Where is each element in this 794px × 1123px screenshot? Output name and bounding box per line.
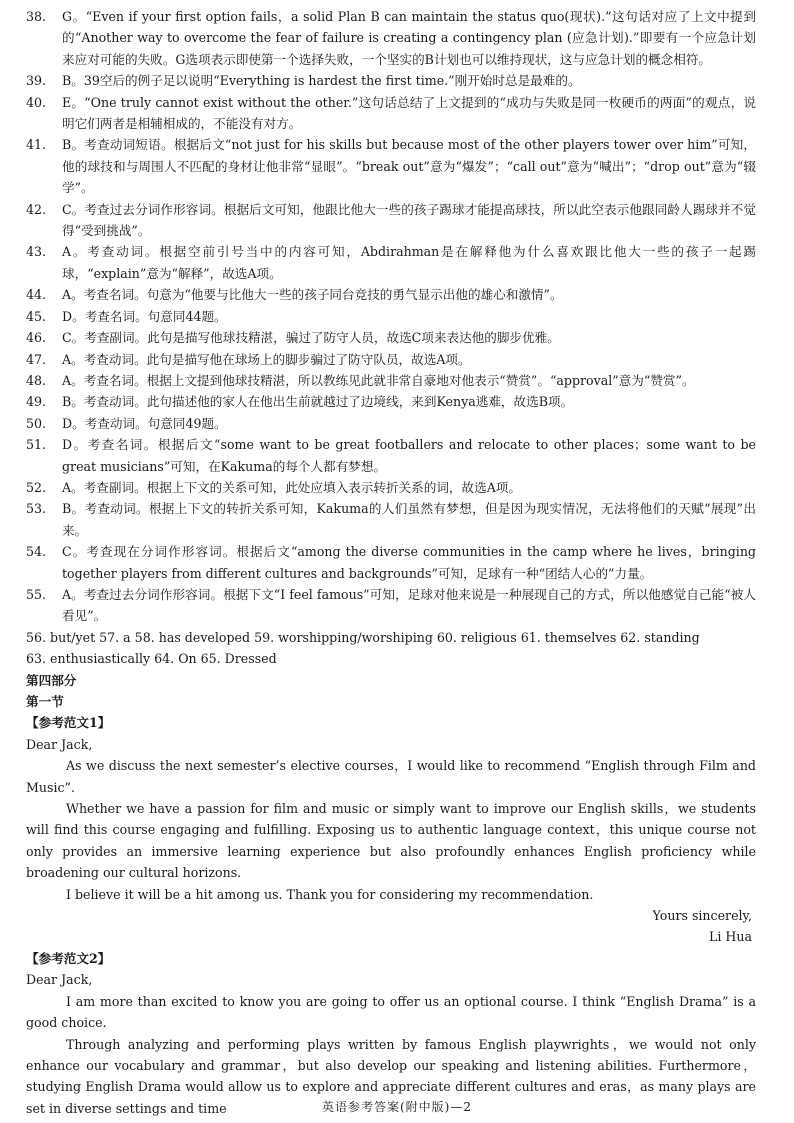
answer-text: A。考查动词。此句是描写他在球场上的脚步骗过了防守队员，故选A项。 [62, 351, 471, 367]
answer-item [26, 370, 756, 391]
answer-text: D。考查名词。句意同44题。 [62, 308, 227, 324]
answer-number: 44. [26, 287, 47, 303]
answer-number: 43. [26, 244, 47, 260]
answer-number: 52. [26, 479, 47, 495]
answer-item [26, 477, 756, 498]
answer-item [26, 434, 756, 477]
answer-page [26, 6, 756, 1119]
answer-number: 48. [26, 372, 47, 388]
page-footer: 英语参考答案(附中版)—2 [322, 1100, 472, 1114]
answer-list [26, 6, 756, 627]
answer-item [26, 199, 756, 242]
answer-number: 45. [26, 308, 47, 324]
answer-text: C。考查现在分词作形容词。根据后文“among the diverse communities in the camp where he lives，bringing together players from different cultures and backgrounds”可知，足球有一种“团结人心的”力量。 [62, 544, 756, 581]
answer-number: 40. [26, 94, 47, 110]
answer-text: G。“Even if your first option fails，a solid Plan B can maintain the status quo(现状).”这句话对应了上文中提到的“Another way to overcome the fear of failure is creating a contingency plan (应急计划).”即要有一个应急计划来应对可能的失败。G选项表示即使第一个选择失败，一个坚实的B计划也可以维持现状，这与应急计划的概念相符。 [62, 9, 756, 67]
answer-text: C。考查副词。此句是描写他球技精湛，骗过了防守人员，故选C项来表达他的脚步优雅。 [62, 330, 560, 346]
sample1-closing: Yours sincerely, [652, 908, 752, 924]
answer-number: 47. [26, 351, 47, 367]
answer-number: 42. [26, 201, 47, 217]
answer-number: 55. [26, 586, 47, 602]
answer-item [26, 70, 756, 91]
answer-text: B。考查动词短语。根据后文“not just for his skills but because most of the other players tower over him”可知，他的球技和与周围人不匹配的身材让他非常“显眼”。“break out”意为“爆发”；“call out”意为“喊出”；“drop out”意为“辍学”。 [62, 137, 756, 196]
answer-text: A。考查动词。根据空前引号当中的内容可知，Abdirahman是在解释他为什么喜欢跟比他大一些的孩子一起踢球，“explain”意为“解释”，故选A项。 [62, 244, 756, 281]
answer-item [26, 498, 756, 541]
answer-item [26, 391, 756, 412]
answer-text: D。考查名词。根据后文“some want to be great footballers and relocate to other places；some want to be great musicians”可知，在Kakuma的每个人都有梦想。 [62, 437, 756, 474]
answer-number: 54. [26, 544, 47, 560]
answer-text: B。39空后的例子足以说明“Everything is hardest the first time.”刚开始时总是最难的。 [62, 73, 581, 89]
answer-item [26, 6, 756, 70]
grammar-answers-line-1: 56. but/yet 57. a 58. has developed 59. worshipping/worshiping 60. religious 61. themselves 62. standing [26, 629, 700, 645]
sample2-paragraph-2: Through analyzing and performing plays written by famous English playwrights，we would not only enhance our vocabulary and grammar，but also develop our speaking and listening abilities. Furthermore，studying English Drama would allow us to explore and appreciate different cultures and eras，as many plays are set in diverse settings and time [26, 1036, 756, 1116]
answer-item [26, 284, 756, 305]
sample1-paragraph-3: I believe it will be a hit among us. Thank you for considering my recommendation. [66, 886, 594, 902]
answer-number: 53. [26, 501, 47, 517]
answer-number: 46. [26, 330, 47, 346]
sample2-paragraph-1: I am more than excited to know you are going to offer us an optional course. I think “English Drama” is a good choice. [26, 993, 756, 1031]
answer-item [26, 584, 756, 627]
answer-number: 51. [26, 437, 47, 453]
answer-item [26, 306, 756, 327]
answer-number: 49. [26, 394, 47, 410]
answer-number: 39. [26, 73, 47, 89]
grammar-answers-line-2: 63. enthusiastically 64. On 65. Dressed [26, 651, 277, 667]
answer-number: 50. [26, 415, 47, 431]
section-title: 第四部分 [26, 672, 77, 688]
answer-text: E。“One truly cannot exist without the other.”这句话总结了上文提到的“成功与失败是同一枚硬币的两面”的观点，说明它们两者是相辅相成的，不能没有对方。 [62, 94, 756, 132]
answer-text: D。考查动词。句意同49题。 [62, 415, 227, 431]
answer-item [26, 241, 756, 284]
answer-number: 41. [26, 137, 47, 153]
answer-text: A。考查名词。根据上文提到他球技精湛，所以教练见此就非常自豪地对他表示“赞赏”。“approval”意为“赞赏”。 [62, 372, 695, 388]
answer-text: B。考查动词。此句描述他的家人在他出生前就越过了边境线，来到Kenya逃难，故选B项。 [62, 394, 574, 410]
sample2-heading: 【参考范文2】 [26, 950, 111, 966]
sample1-paragraph-2: Whether we have a passion for film and music or simply want to improve our English skills，we students will find this course engaging and fulfilling. Exposing us to authentic language context，this unique course not only provides an immersive learning experience but also profoundly enhances English proficiency while broadening our cultural horizons. [26, 801, 756, 881]
answer-text: A。考查过去分词作形容词。根据下文“I feel famous”可知，足球对他来说是一种展现自己的方式，所以他感觉自己能“被人看见”。 [62, 586, 756, 624]
answer-item [26, 92, 756, 135]
sample1-greeting: Dear Jack, [26, 736, 93, 752]
answer-item [26, 134, 756, 198]
answer-text: A。考查名词。句意为“他要与比他大一些的孩子同台竞技的勇气显示出他的雄心和激情”。 [62, 287, 563, 303]
sample1-paragraph-1: As we discuss the next semester’s elective courses，I would like to recommend “English through Film and Music”. [26, 758, 756, 795]
sample1-heading: 【参考范文1】 [26, 715, 111, 731]
sample2-greeting: Dear Jack, [26, 972, 93, 988]
answer-item [26, 413, 756, 434]
answer-item [26, 327, 756, 348]
answer-text: A。考查副词。根据上下文的关系可知，此处应填入表示转折关系的词，故选A项。 [62, 479, 521, 495]
answer-text: C。考查过去分词作形容词。根据后文可知，他跟比他大一些的孩子踢球才能提高球技，所以此空表示他跟同龄人踢球并不觉得“受到挑战”。 [62, 201, 756, 239]
sample1-signature: Li Hua [709, 929, 752, 945]
answer-item [26, 541, 756, 584]
subsection-title: 第一节 [26, 694, 64, 709]
answer-text: B。考查动词。根据上下文的转折关系可知，Kakuma的人们虽然有梦想，但是因为现实情况，无法将他们的天赋“展现”出来。 [62, 501, 756, 538]
answer-number: 38. [26, 9, 47, 24]
answer-item [26, 349, 756, 370]
